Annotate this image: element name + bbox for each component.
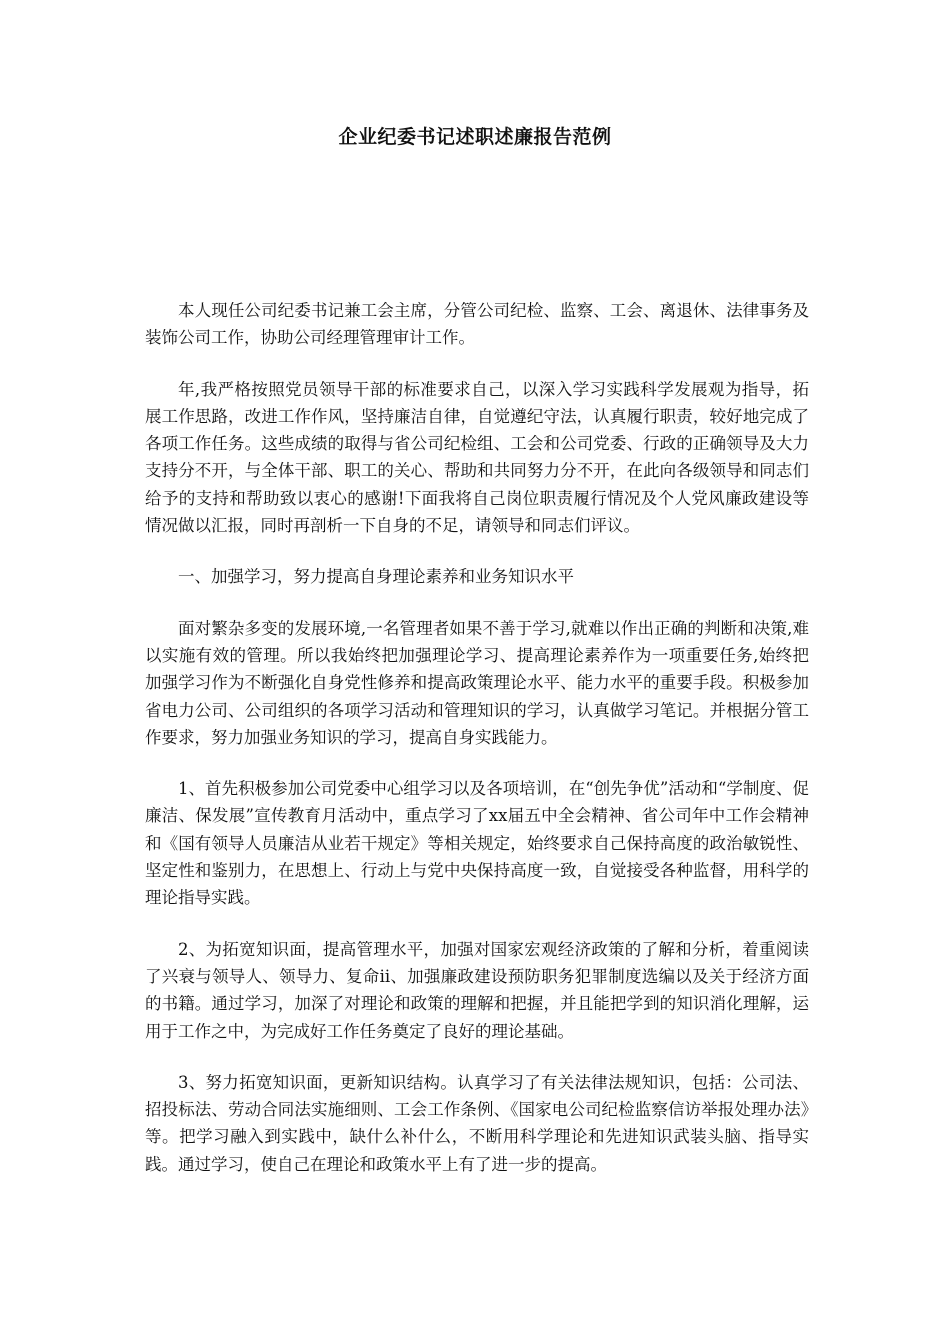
paragraph-summary: 年,我严格按照党员领导干部的标准要求自己，以深入学习实践科学发展观为指导，拓展工作思路，改进工作作风，坚持廉洁自律，自觉遵纪守法，认真履行职责，较好地完成了各项工作任务。这些成绩的取得与省公司纪检组、工会和公司党委、行政的正确领导及大力支持分不开，与全体干部、职工的关心、帮助和共同努力分不开，在此向各级领导和同志们给予的支持和帮助致以衷心的感谢!下面我将自己岗位职责履行情况及个人党风廉政建设等情况做以汇报，同时再剖析一下自身的不足，请领导和同志们评议。: [145, 379, 809, 536]
paragraph-item-2: 2、为拓宽知识面，提高管理水平，加强对国家宏观经济政策的了解和分析，着重阅读了兴衰与领导人、领导力、复命ii、加强廉政建设预防职务犯罪制度选编以及关于经济方面的书籍。通过学习，加深了对理论和政策的理解和把握，并且能把学到的知识消化理解，运用于工作之中，为完成好工作任务奠定了良好的理论基础。: [145, 939, 809, 1041]
paragraph-learning: 面对繁杂多变的发展环境,一名管理者如果不善于学习,就难以作出正确的判断和决策,难以实施有效的管理。所以我始终把加强理论学习、提高理论素养作为一项重要任务,始终把加强学习作为不断强化自身党性修养和提高政策理论水平、能力水平的重要手段。积极参加省电力公司、公司组织的各项学习活动和管理知识的学习，认真做学习笔记。并根据分管工作要求，努力加强业务知识的学习，提高自身实践能力。: [145, 618, 809, 747]
paragraph-item-1: 1、首先积极参加公司党委中心组学习以及各项培训，在“创先争优”活动和“学制度、促廉洁、保发展”宣传教育月活动中，重点学习了xx届五中全会精神、省公司年中工作会精神和《国有领导人员廉洁从业若干规定》等相关规定，始终要求自己保持高度的政治敏锐性、坚定性和鉴别力，在思想上、行动上与党中央保持高度一致，自觉接受各种监督，用科学的理论指导实践。: [145, 779, 809, 908]
document-body: [145, 297, 809, 1202]
section-heading-1: 一、加强学习，努力提高自身理论素养和业务知识水平: [178, 567, 574, 587]
paragraph-item-3: 3、努力拓宽知识面，更新知识结构。认真学习了有关法律法规知识，包括：公司法、招投标法、劳动合同法实施细则、工会工作条例、《国家电公司纪检监察信访举报处理办法》等。把学习融入到实践中，缺什么补什么，不断用科学理论和先进知识武装头脑、指导实践。通过学习，使自己在理论和政策水平上有了进一步的提高。: [145, 1072, 809, 1174]
paragraph-intro: 本人现任公司纪委书记兼工会主席，分管公司纪检、监察、工会、离退休、法律事务及装饰公司工作，协助公司经理管理审计工作。: [145, 301, 809, 348]
document-title: 企业纪委书记述职述廉报告范例: [338, 126, 612, 148]
